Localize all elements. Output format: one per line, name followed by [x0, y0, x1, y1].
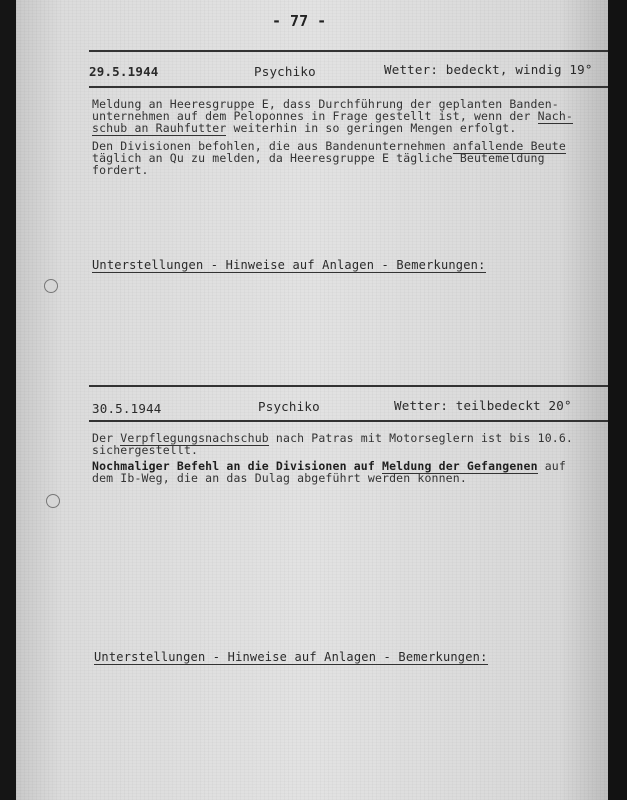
- binder-hole: [46, 494, 60, 508]
- entry-weather: Wetter: bedeckt, windig 19°: [384, 62, 593, 77]
- page-number: - 77 -: [272, 12, 327, 30]
- binder-hole: [44, 279, 58, 293]
- scan-edge-left: [0, 0, 16, 800]
- entry-date: 30.5.1944: [92, 401, 162, 416]
- entry-paragraph: Meldung an Heeresgruppe E, dass Durchführung der geplanten Banden- unternehmen auf dem Peloponnes in Frage gestellt ist, wenn der Nach- schub an Rauhfutter weiterhin in so geringen Mengen erfolgt.: [92, 97, 574, 135]
- entry-paragraph: Nochmaliger Befehl an die Divisionen auf Meldung der Gefangenen auf dem Ib-Weg, die an das Dulag abgeführt werden können.: [92, 459, 566, 485]
- entry-paragraph: Den Divisionen befohlen, die aus Bandenunternehmen anfallende Beute täglich an Qu zu melden, da Heeresgruppe E tägliche Beutemeldung fordert.: [92, 139, 566, 177]
- scan-edge-right: [608, 0, 627, 800]
- entry-place: Psychiko: [258, 399, 320, 414]
- entry-paragraph: Der Verpflegungsnachschub nach Patras mit Motorseglern ist bis 10.6. sichergestellt.: [92, 431, 574, 457]
- remarks-heading: Unterstellungen - Hinweise auf Anlagen - Bemerkungen:: [92, 258, 486, 272]
- entry-header-rule: [89, 420, 615, 422]
- remarks-heading: Unterstellungen - Hinweise auf Anlagen - Bemerkungen:: [94, 650, 488, 664]
- entry-header-rule: [89, 86, 615, 88]
- entry-top-rule: [89, 385, 615, 387]
- entry-date: 29.5.1944: [89, 64, 159, 79]
- entry-top-rule: [89, 50, 615, 52]
- document-sheet: [16, 0, 608, 800]
- entry-weather: Wetter: teilbedeckt 20°: [394, 398, 572, 413]
- entry-place: Psychiko: [254, 64, 316, 79]
